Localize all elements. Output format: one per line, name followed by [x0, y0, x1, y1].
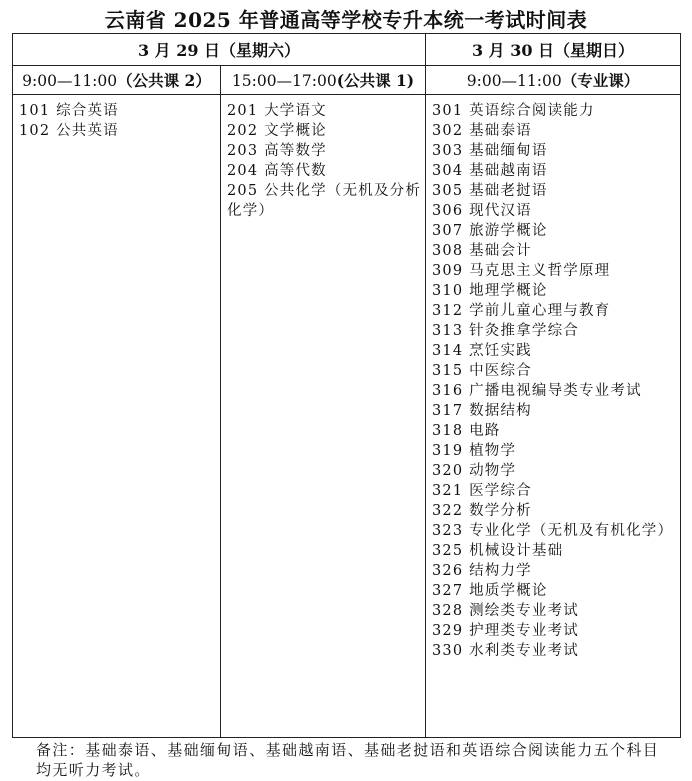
subject-item: 203 高等数学 — [227, 143, 327, 159]
subject-item: 319 植物学 — [432, 443, 517, 459]
subject-item: 202 文学概论 — [227, 123, 327, 139]
date-cell-day2: 3 月 30 日（星期日） — [426, 34, 681, 66]
page-title: 云南省 2025 年普通高等学校专升本统一考试时间表 — [104, 8, 588, 32]
subject-item: 320 动物学 — [432, 463, 517, 479]
subject-item: 315 中医综合 — [432, 363, 532, 379]
subject-item: 304 基础越南语 — [432, 163, 548, 179]
subject-item: 101 综合英语 — [19, 103, 119, 119]
date-header-row — [13, 34, 681, 66]
session-cell — [426, 66, 681, 95]
subject-item: 322 数学分析 — [432, 503, 532, 519]
session-type: (公共课 1) — [336, 71, 415, 90]
subject-item: 323 专业化学（无机及有机化学） — [432, 523, 674, 539]
subject-item: 201 大学语文 — [227, 103, 327, 119]
subject-list — [221, 95, 425, 221]
subject-item: 303 基础缅甸语 — [432, 143, 548, 159]
subject-item: 321 医学综合 — [432, 483, 532, 499]
subject-item: 325 机械设计基础 — [432, 543, 564, 559]
subject-item: 327 地质学概论 — [432, 583, 548, 599]
subject-item: 302 基础泰语 — [432, 123, 532, 139]
subject-column — [221, 95, 426, 738]
subject-item: 102 公共英语 — [19, 123, 119, 139]
session-time: 9:00—11:00 — [22, 72, 118, 90]
subject-item: 312 学前儿童心理与教育 — [432, 303, 611, 319]
subject-list — [13, 95, 220, 141]
footnote: 备注：基础泰语、基础缅甸语、基础越南语、基础老挝语和英语综合阅读能力五个科目均无听力考试。 — [36, 741, 660, 779]
subject-item: 317 数据结构 — [432, 403, 532, 419]
subject-item: 301 英语综合阅读能力 — [432, 103, 595, 119]
subject-column — [13, 95, 221, 738]
subject-item: 314 烹饪实践 — [432, 343, 532, 359]
exam-schedule-table — [12, 33, 681, 738]
session-cell — [221, 66, 426, 95]
session-time: 15:00—17:00 — [231, 72, 337, 90]
subject-item: 330 水利类专业考试 — [432, 643, 579, 659]
subject-item: 204 高等代数 — [227, 163, 327, 179]
date-cell-day1: 3 月 29 日（星期六） — [13, 34, 426, 66]
subject-column — [426, 95, 681, 738]
session-type: （专业课） — [561, 71, 640, 90]
subject-item: 313 针灸推拿学综合 — [432, 323, 579, 339]
subject-item: 307 旅游学概论 — [432, 223, 548, 239]
subject-list — [426, 95, 680, 661]
session-header-row — [13, 66, 681, 95]
subject-item: 308 基础会计 — [432, 243, 532, 259]
subject-item: 309 马克思主义哲学原理 — [432, 263, 611, 279]
subject-item: 310 地理学概论 — [432, 283, 548, 299]
subject-item: 328 测绘类专业考试 — [432, 603, 579, 619]
subject-item: 329 护理类专业考试 — [432, 623, 579, 639]
session-cell — [13, 66, 221, 95]
subjects-row — [13, 95, 681, 738]
subject-item: 305 基础老挝语 — [432, 183, 548, 199]
subject-item: 316 广播电视编导类专业考试 — [432, 383, 642, 399]
session-type: （公共课 2） — [117, 71, 211, 90]
session-time: 9:00—11:00 — [466, 72, 562, 90]
subject-item: 306 现代汉语 — [432, 203, 532, 219]
subject-item: 318 电路 — [432, 423, 501, 439]
subject-item: 326 结构力学 — [432, 563, 532, 579]
subject-item: 205 公共化学（无机及分析化学） — [227, 183, 422, 219]
